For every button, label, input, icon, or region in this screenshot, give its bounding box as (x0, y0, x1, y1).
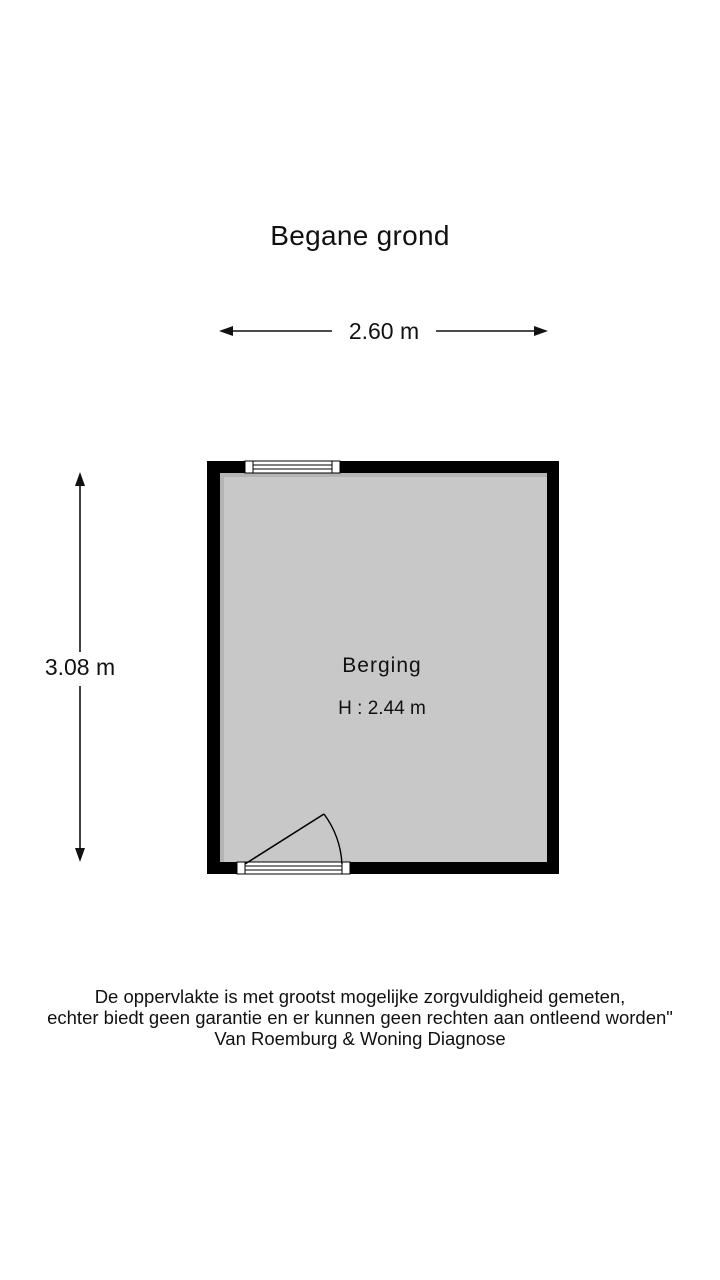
arrow-right-head (534, 326, 548, 336)
disclaimer (0, 986, 720, 1049)
arrow-bottom-head (75, 848, 85, 862)
floor-title: Begane grond (270, 220, 450, 251)
arrow-top-head (75, 472, 85, 486)
width-dimension-label: 2.60 m (332, 318, 436, 345)
disclaimer-line-3: Van Roemburg & Woning Diagnose (214, 1028, 506, 1049)
disclaimer-line-2: echter biedt geen garantie en er kunnen geen rechten aan ontleend worden" (47, 1007, 673, 1028)
height-dimension-label: 3.08 m (30, 654, 130, 681)
disclaimer-line-1: De oppervlakte is met grootst mogelijke zorgvuldigheid gemeten, (94, 986, 626, 1007)
window-top (245, 461, 340, 473)
room-ceiling-height: H : 2.44 m (338, 698, 426, 719)
arrow-left-head (219, 326, 233, 336)
room-name: Berging (342, 654, 422, 677)
